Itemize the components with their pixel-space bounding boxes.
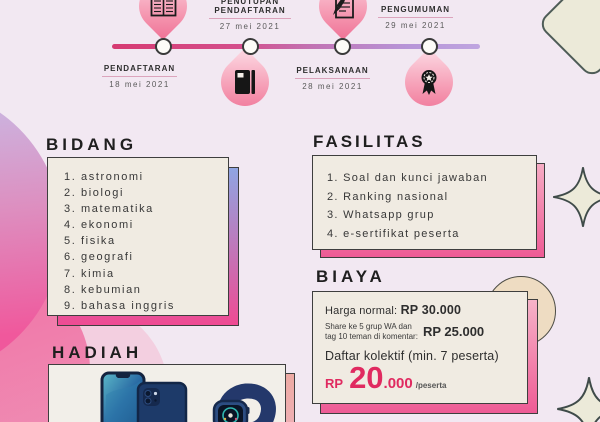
price-value: RP 30.000 (400, 303, 462, 317)
timeline-event-pelaksanaan (285, 66, 380, 91)
timeline-event-penutupan (197, 0, 303, 31)
list-item: 3. matematika (64, 203, 154, 216)
section-title-fasilitas: FASILITAS (313, 132, 426, 151)
label-underline (209, 18, 292, 19)
price-label: Harga normal: (325, 305, 401, 317)
prizes-image (56, 365, 278, 422)
price-normal-row (325, 303, 515, 317)
price-value: RP 25.000 (422, 324, 485, 339)
price-share-row (325, 322, 515, 341)
hadiah-card (48, 364, 286, 422)
iphone-image (102, 373, 186, 422)
event-date: 29 mei 2021 (385, 21, 446, 30)
bidang-list (48, 158, 228, 314)
notebook-icon (221, 58, 269, 106)
apple-watch-image (214, 391, 268, 422)
pencil-document-icon (319, 0, 367, 30)
timeline-marker (395, 48, 463, 116)
list-item: 7. kimia (64, 267, 115, 280)
list-item: 1. Soal dan kunci jawaban (327, 172, 488, 184)
label-underline (102, 76, 176, 77)
list-item: 5. fisika (64, 235, 116, 248)
list-item: 1. astronomi (64, 171, 144, 183)
diamond-decoration (537, 0, 600, 79)
event-label: PENUTUPAN PENDAFTARAN (214, 0, 286, 15)
event-date: 27 mei 2021 (219, 22, 281, 31)
sparkle-icon (552, 166, 600, 228)
section-title-bidang: BIDANG (46, 135, 138, 154)
timeline-marker (309, 0, 377, 40)
open-book-icon (139, 0, 187, 30)
label-underline (378, 17, 452, 18)
list-item: 9. bahasa inggris (64, 299, 175, 312)
section-title-biaya: BIAYA (316, 267, 386, 286)
timeline-event-pendaftaran (92, 64, 187, 89)
list-item: 4. ekonomi (64, 219, 134, 232)
price-amount-decimal: .000 (383, 375, 413, 392)
price-amount: 20 (349, 360, 384, 395)
timeline-event-pengumuman (368, 5, 463, 30)
timeline-node (334, 38, 351, 55)
timeline-node (242, 38, 259, 55)
currency-label: RP (325, 376, 344, 391)
event-label: PENDAFTARAN (103, 64, 176, 73)
price-kolektif-label: Daftar kolektif (min. 7 peserta) (325, 349, 499, 363)
biaya-card (312, 291, 528, 404)
event-date: 18 mei 2021 (109, 80, 170, 89)
fasilitas-list (313, 156, 536, 243)
list-item: 6. geografi (64, 251, 134, 264)
list-item: 8. kebumian (64, 283, 142, 296)
bidang-card (47, 157, 229, 316)
timeline-marker (211, 48, 279, 116)
fasilitas-card (312, 155, 537, 250)
list-item: 2. Ranking nasional (327, 190, 449, 203)
list-item: 3. Whatsapp grup (327, 209, 435, 221)
price-kolektif-row (325, 360, 515, 395)
label-underline (295, 78, 369, 79)
event-date: 28 mei 2021 (302, 82, 363, 91)
section-title-hadiah: HADIAH (52, 343, 143, 362)
timeline-node (155, 38, 172, 55)
event-label: PELAKSANAAN (296, 66, 369, 75)
price-label: Share ke 5 grup WA dan tag 10 teman di komentar: (325, 322, 418, 341)
timeline-node (421, 38, 438, 55)
price-unit: /peserta (415, 381, 447, 390)
event-label: PENGUMUMAN (380, 5, 451, 14)
list-item: 4. e-sertifikat peserta (327, 227, 460, 240)
award-ribbon-icon (405, 58, 453, 106)
list-item: 2. biologi (64, 187, 125, 200)
timeline-marker (129, 0, 197, 40)
sparkle-icon (556, 376, 600, 422)
